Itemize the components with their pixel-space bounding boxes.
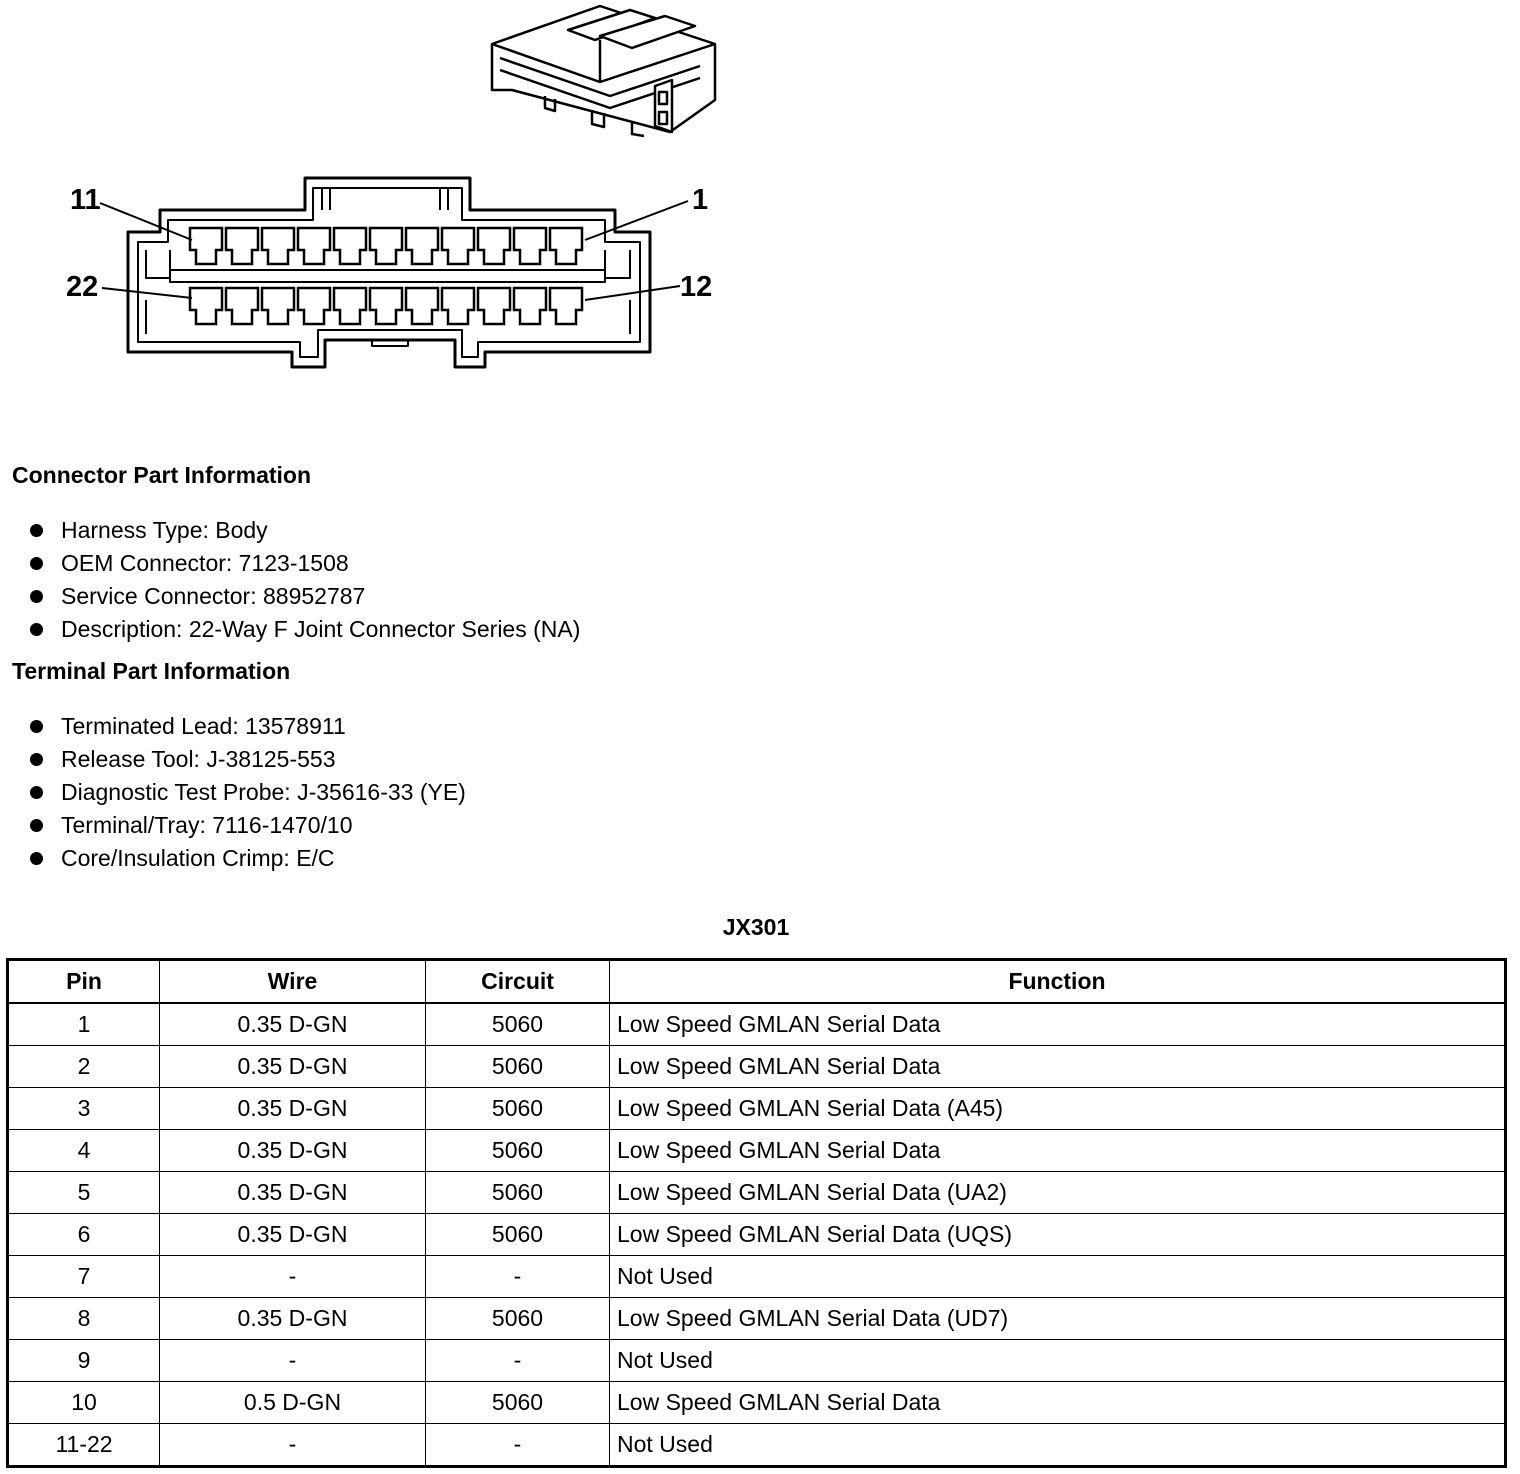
bullet-icon <box>30 852 43 865</box>
pin-cavity-bottom <box>550 288 582 324</box>
pin-cavity-top <box>478 228 510 264</box>
pin-cavity-top <box>262 228 294 264</box>
list-item: Terminated Lead: 13578911 <box>30 710 466 743</box>
cell-function: Low Speed GMLAN Serial Data (UD7) <box>610 1298 1506 1340</box>
bullet-icon <box>30 720 43 733</box>
bullet-icon <box>30 753 43 766</box>
table-title: JX301 <box>722 914 790 940</box>
cell-wire: 0.35 D-GN <box>160 1214 426 1256</box>
table-row <box>8 1424 1506 1467</box>
pin-cavity-bottom <box>514 288 546 324</box>
table-row <box>8 1214 1506 1256</box>
pin-label-22: 22 <box>66 271 99 303</box>
terminal-info-list <box>30 710 466 875</box>
cell-function: Not Used <box>610 1340 1506 1382</box>
pin-cavity-top <box>226 228 258 264</box>
cell-circuit: 5060 <box>426 1172 610 1214</box>
cell-pin: 9 <box>8 1340 160 1382</box>
column-header-pin: Pin <box>8 960 160 1004</box>
cell-wire: 0.35 D-GN <box>160 1130 426 1172</box>
table-row <box>8 1046 1506 1088</box>
cell-wire: 0.35 D-GN <box>160 1172 426 1214</box>
column-header-function: Function <box>610 960 1506 1004</box>
pin-label-11: 11 <box>70 184 101 216</box>
list-item: Terminal/Tray: 7116-1470/10 <box>30 809 466 842</box>
bullet-icon <box>30 590 43 603</box>
pin-table <box>6 958 1507 1468</box>
table-row <box>8 1088 1506 1130</box>
table-row <box>8 1172 1506 1214</box>
pin-cavity-top <box>190 228 222 264</box>
cell-pin: 3 <box>8 1088 160 1130</box>
cell-wire: 0.35 D-GN <box>160 1046 426 1088</box>
pin-cavity-top <box>442 228 474 264</box>
pin-cavity-top <box>550 228 582 264</box>
cell-circuit: 5060 <box>426 1130 610 1172</box>
table-row <box>8 1382 1506 1424</box>
pin-cavity-bottom <box>226 288 258 324</box>
list-item: Service Connector: 88952787 <box>30 580 580 613</box>
cell-pin: 11-22 <box>8 1424 160 1467</box>
cell-circuit: 5060 <box>426 1088 610 1130</box>
list-item: OEM Connector: 7123-1508 <box>30 547 580 580</box>
pin-cavity-row-bottom <box>190 288 582 324</box>
cell-wire: 0.35 D-GN <box>160 1298 426 1340</box>
pin-cavity-bottom <box>334 288 366 324</box>
cell-function: Low Speed GMLAN Serial Data <box>610 1130 1506 1172</box>
connector-info-list <box>30 514 580 646</box>
cell-pin: 1 <box>8 1003 160 1046</box>
connector-info-title: Connector Part Information <box>12 462 312 488</box>
cell-circuit: 5060 <box>426 1003 610 1046</box>
bullet-icon <box>30 819 43 832</box>
pin-label-1: 1 <box>692 184 709 216</box>
terminal-info-title: Terminal Part Information <box>12 658 291 684</box>
connector-isometric-illustration <box>492 6 715 136</box>
cell-function: Low Speed GMLAN Serial Data (A45) <box>610 1088 1506 1130</box>
list-item: Core/Insulation Crimp: E/C <box>30 842 466 875</box>
cell-circuit: 5060 <box>426 1298 610 1340</box>
cell-pin: 5 <box>8 1172 160 1214</box>
cell-circuit: 5060 <box>426 1214 610 1256</box>
list-item: Harness Type: Body <box>30 514 580 547</box>
list-item: Release Tool: J-38125-553 <box>30 743 466 776</box>
cell-wire: - <box>160 1256 426 1298</box>
pin-cavity-top <box>406 228 438 264</box>
column-header-circuit: Circuit <box>426 960 610 1004</box>
column-header-wire: Wire <box>160 960 426 1004</box>
cell-wire: - <box>160 1340 426 1382</box>
pin-cavity-top <box>298 228 330 264</box>
cell-function: Low Speed GMLAN Serial Data <box>610 1046 1506 1088</box>
cell-pin: 10 <box>8 1382 160 1424</box>
table-row <box>8 1256 1506 1298</box>
cell-circuit: - <box>426 1424 610 1467</box>
cell-pin: 6 <box>8 1214 160 1256</box>
pin-cavity-top <box>370 228 402 264</box>
bullet-icon <box>30 524 43 537</box>
cell-function: Low Speed GMLAN Serial Data (UQS) <box>610 1214 1506 1256</box>
list-item: Diagnostic Test Probe: J-35616-33 (YE) <box>30 776 466 809</box>
cell-wire: 0.5 D-GN <box>160 1382 426 1424</box>
pin-cavity-top <box>334 228 366 264</box>
cell-wire: - <box>160 1424 426 1467</box>
cell-pin: 2 <box>8 1046 160 1088</box>
cell-circuit: 5060 <box>426 1382 610 1424</box>
pin-cavity-bottom <box>478 288 510 324</box>
table-row <box>8 1130 1506 1172</box>
pin-cavity-bottom <box>370 288 402 324</box>
cell-pin: 7 <box>8 1256 160 1298</box>
pin-cavity-bottom <box>406 288 438 324</box>
pin-cavity-row-top <box>190 228 582 264</box>
pin-cavity-bottom <box>262 288 294 324</box>
cell-circuit: 5060 <box>426 1046 610 1088</box>
cell-circuit: - <box>426 1256 610 1298</box>
bullet-icon <box>30 623 43 636</box>
cell-wire: 0.35 D-GN <box>160 1003 426 1046</box>
list-item: Description: 22-Way F Joint Connector Series (NA) <box>30 613 580 646</box>
cell-function: Not Used <box>610 1256 1506 1298</box>
pin-cavity-bottom <box>442 288 474 324</box>
pin-cavity-top <box>514 228 546 264</box>
cell-circuit: - <box>426 1340 610 1382</box>
table-row <box>8 1298 1506 1340</box>
connector-diagram <box>0 0 760 400</box>
cell-function: Low Speed GMLAN Serial Data <box>610 1003 1506 1046</box>
cell-pin: 4 <box>8 1130 160 1172</box>
pin-label-12: 12 <box>680 271 713 303</box>
cell-pin: 8 <box>8 1298 160 1340</box>
table-row <box>8 1340 1506 1382</box>
table-header-row <box>8 960 1506 1004</box>
bullet-icon <box>30 786 43 799</box>
bullet-icon <box>30 557 43 570</box>
table-row <box>8 1003 1506 1046</box>
cell-wire: 0.35 D-GN <box>160 1088 426 1130</box>
cell-function: Low Speed GMLAN Serial Data <box>610 1382 1506 1424</box>
pin-cavity-bottom <box>190 288 222 324</box>
cell-function: Not Used <box>610 1424 1506 1467</box>
cell-function: Low Speed GMLAN Serial Data (UA2) <box>610 1172 1506 1214</box>
pin-cavity-bottom <box>298 288 330 324</box>
connector-face-outline <box>128 178 650 367</box>
